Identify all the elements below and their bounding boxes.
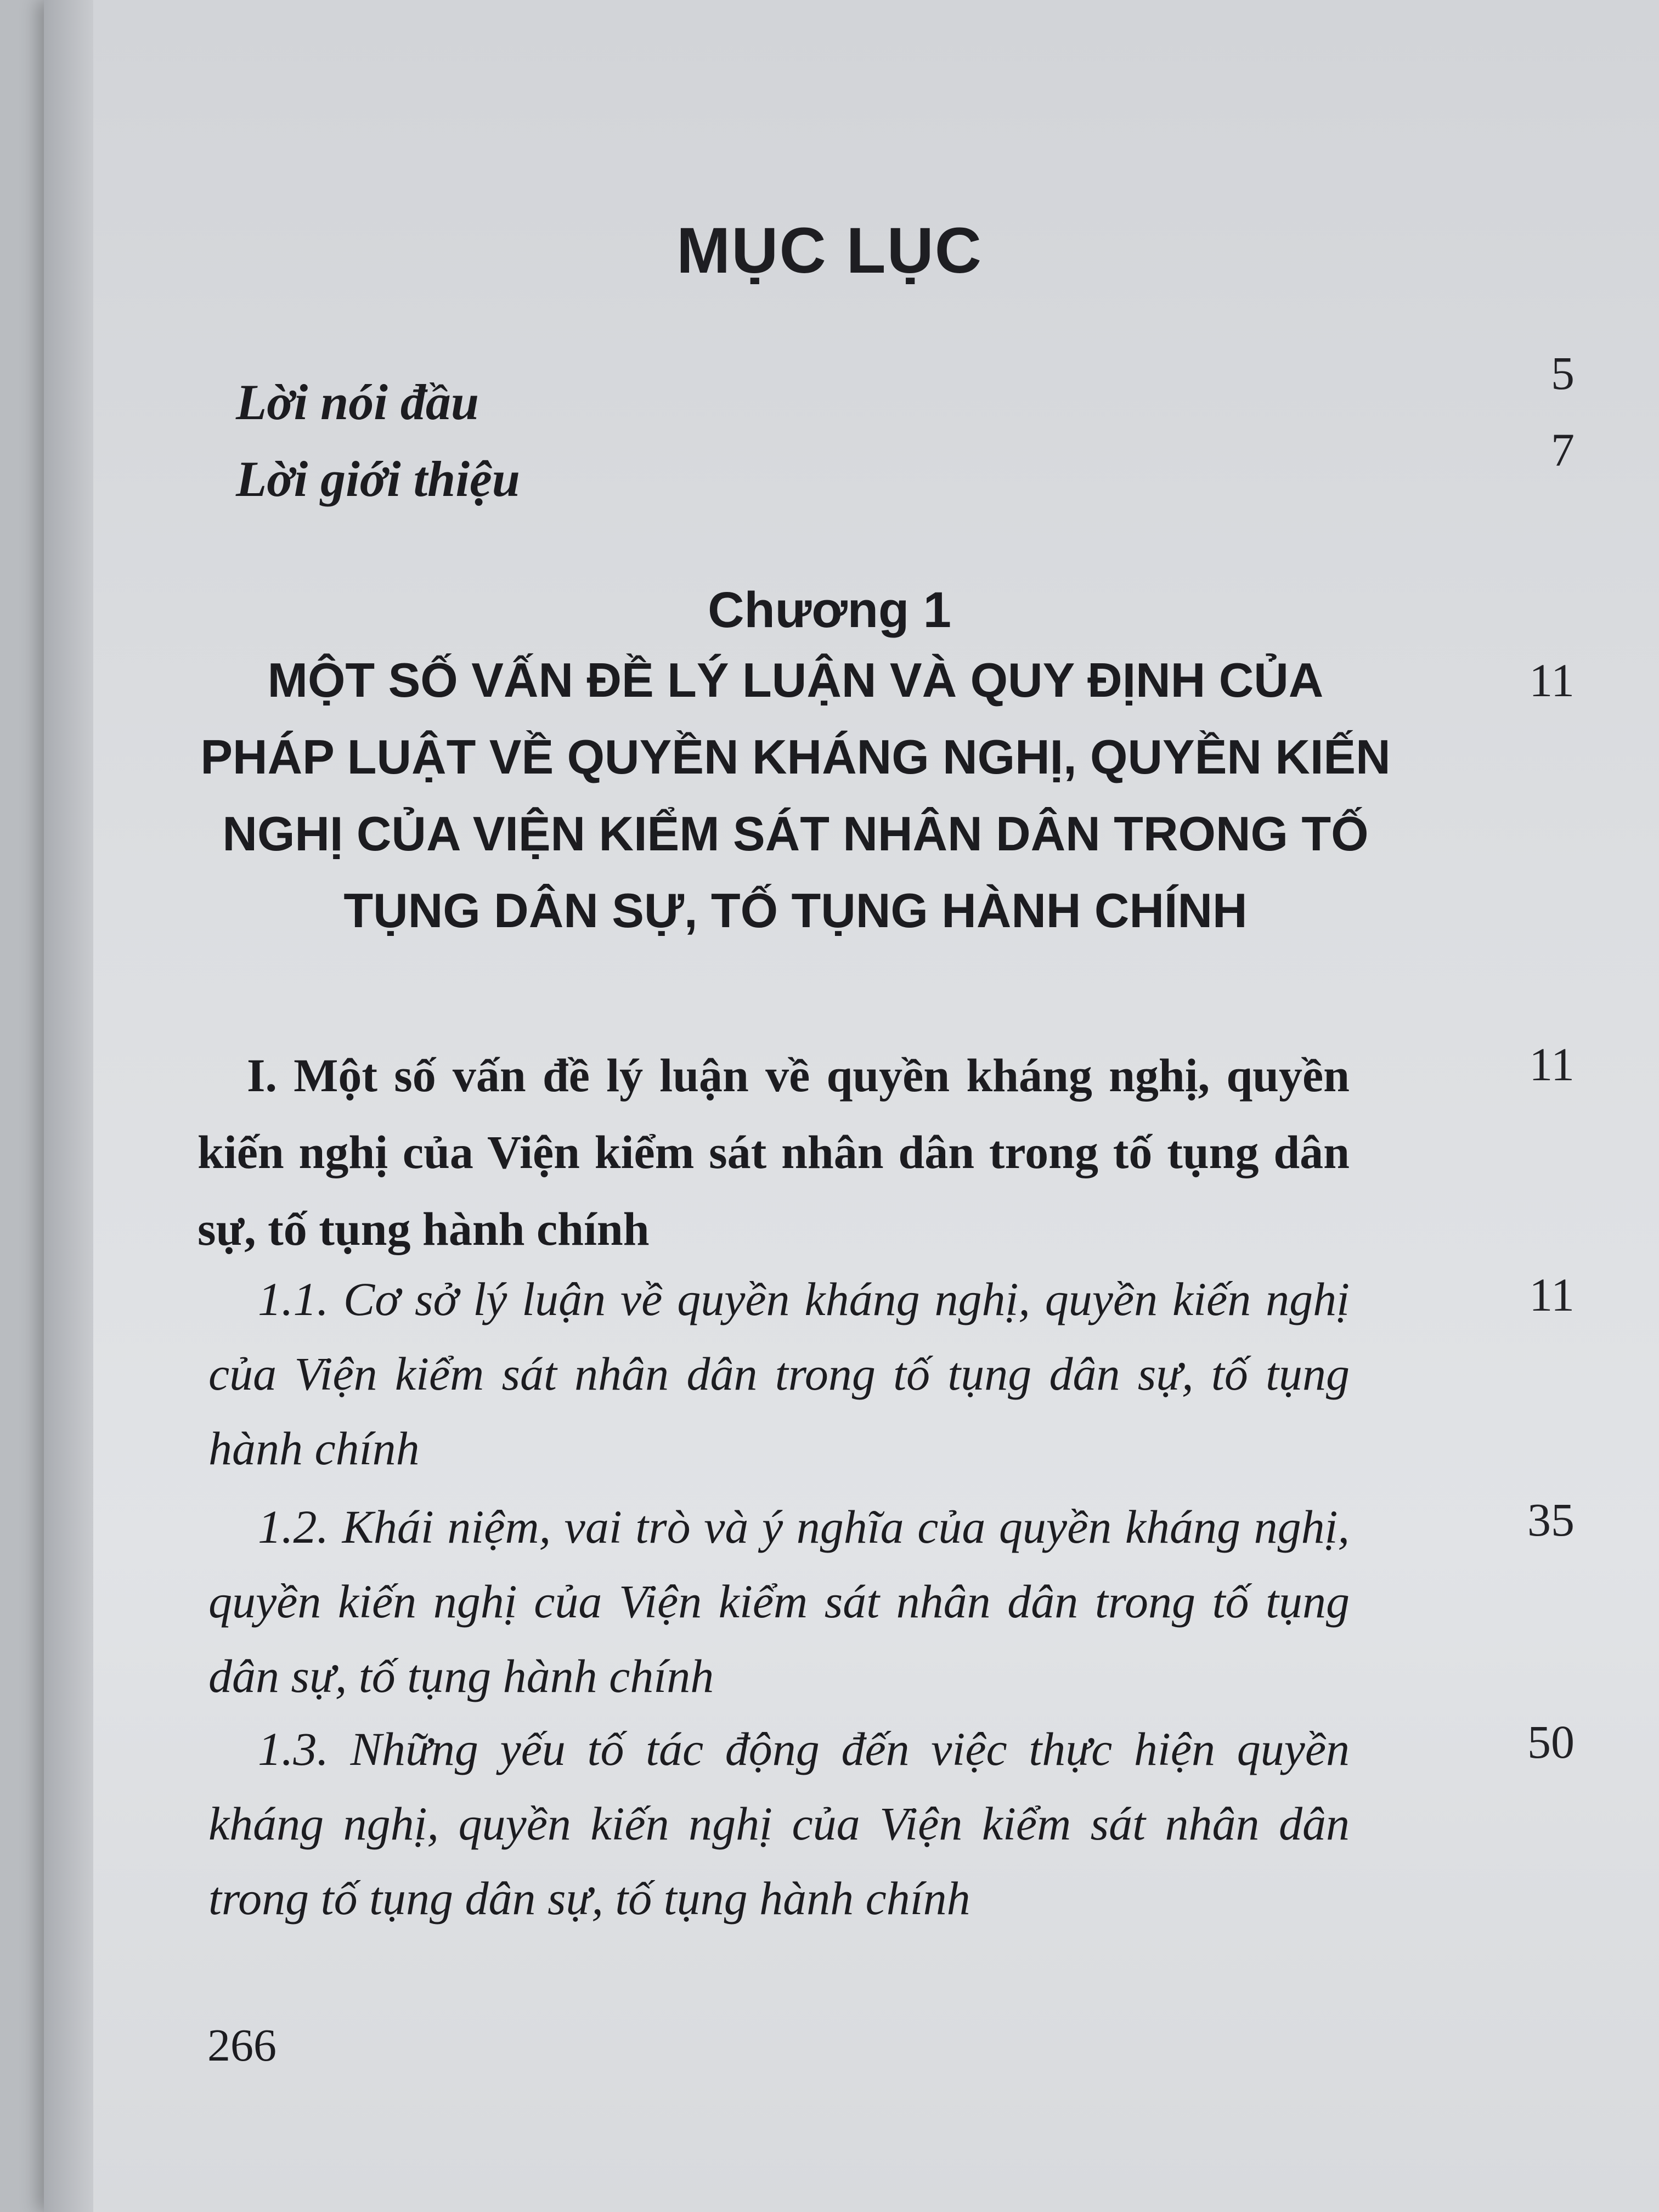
toc-page-introduction: 7 (1551, 424, 1575, 476)
page-number: 266 (207, 2020, 276, 2071)
toc-page-subsection-1-3: 50 (1527, 1716, 1575, 1768)
toc-subsection-1-1: 1.1. Cơ sở lý luận về quyền kháng nghị, quyền kiến nghị của Viện kiểm sát nhân dân trong tố tụng dân sự, tố tụng hành chính (208, 1273, 1350, 1475)
page-binding-edge (44, 0, 93, 2212)
chapter-title: MỘT SỐ VẤN ĐỀ LÝ LUẬN VÀ QUY ĐỊNH CỦA PHÁP LUẬT VỀ QUYỀN KHÁNG NGHỊ, QUYỀN KIẾN NGHỊ CỦA VIỆN KIỂM SÁT NHÂN DÂN TRONG TỐ TỤNG DÂN SỰ, TỐ TỤNG HÀNH CHÍNH (200, 653, 1391, 938)
toc-subsection-1-3: 1.3. Những yếu tố tác động đến việc thực hiện quyền kháng nghị, quyền kiến nghị của Viện kiểm sát nhân dân trong tố tụng dân sự, tố tụng hành chính (208, 1723, 1350, 1925)
toc-page-section-i: 11 (1529, 1038, 1575, 1091)
toc-page-subsection-1-2: 35 (1527, 1493, 1575, 1546)
toc-entry-introduction: Lời giới thiệu (236, 451, 520, 507)
toc-section-i: I. Một số vấn đề lý luận về quyền kháng nghị, quyền kiến nghị của Viện kiểm sát nhân dân trong tố tụng dân sự, tố tụng hành chính (198, 1049, 1350, 1255)
toc-page-subsection-1-1: 11 (1529, 1268, 1575, 1321)
toc-subsection-1-2: 1.2. Khái niệm, vai trò và ý nghĩa của quyền kháng nghị, quyền kiến nghị của Viện kiểm sát nhân dân trong tố tụng dân sự, tố tụng hành chính (208, 1500, 1350, 1702)
toc-entry-preface: Lời nói đầu (236, 374, 479, 430)
chapter-label: Chương 1 (708, 582, 951, 638)
toc-page-chapter-1: 11 (1529, 654, 1575, 707)
toc-title: MỤC LỤC (676, 215, 983, 287)
toc-page-preface: 5 (1551, 347, 1575, 399)
